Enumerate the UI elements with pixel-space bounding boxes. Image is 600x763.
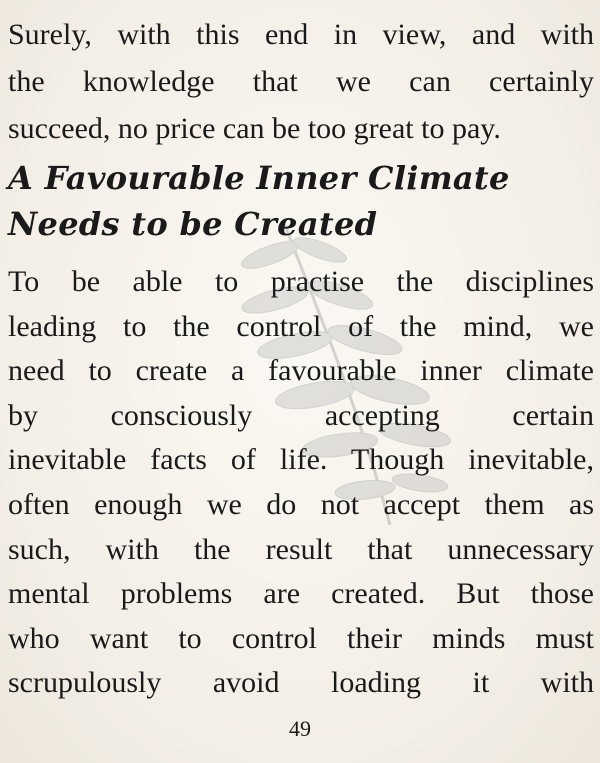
section-heading-line1: A Favourable Inner Climate bbox=[8, 159, 510, 197]
text-line: succeed, no price can be too great to pay. bbox=[8, 112, 501, 145]
page-number: 49 bbox=[289, 716, 311, 741]
section-heading-line2: Needs to be Created bbox=[8, 205, 378, 243]
text-line: Surely, with this end in view, and with bbox=[8, 18, 594, 51]
text-line: such, with the result that unnecessary bbox=[8, 533, 594, 566]
text-line: need to create a favourable inner climate bbox=[8, 354, 594, 387]
text-line: who want to control their minds must bbox=[8, 622, 594, 655]
text-line: by consciously accepting certain bbox=[8, 399, 594, 432]
text-line: scrupulously avoid loading it with bbox=[8, 666, 594, 699]
text-line: often enough we do not accept them as bbox=[8, 488, 594, 521]
text-line: leading to the control of the mind, we bbox=[8, 310, 594, 343]
text-line: the knowledge that we can certainly bbox=[8, 65, 594, 98]
text-line: To be able to practise the disciplines bbox=[8, 265, 594, 298]
text-line: inevitable facts of life. Though inevitable, bbox=[8, 443, 594, 476]
text-line: mental problems are created. But those bbox=[8, 577, 594, 610]
